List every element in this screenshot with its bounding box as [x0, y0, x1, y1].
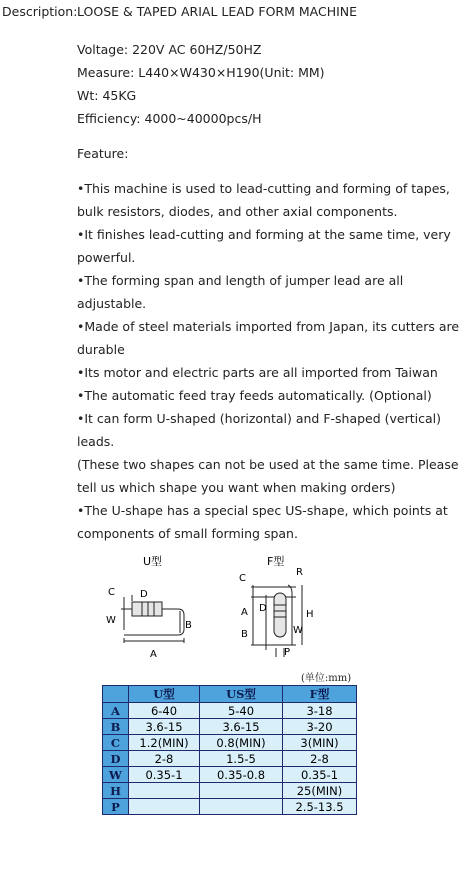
- cell-u: 1.2(MIN): [129, 735, 200, 751]
- row-label: W: [103, 767, 129, 783]
- table-row: [103, 767, 357, 783]
- description-label: Description:: [2, 4, 78, 19]
- cell-us: 5-40: [200, 703, 283, 719]
- table-row: [103, 735, 357, 751]
- cell-us: 0.8(MIN): [200, 735, 283, 751]
- u-label-a: A: [150, 649, 157, 660]
- cell-u: 6-40: [129, 703, 200, 719]
- feature-heading: Feature:: [77, 146, 129, 161]
- cell-us: [200, 799, 283, 815]
- row-label: P: [103, 799, 129, 815]
- cell-u: [129, 783, 200, 799]
- cell-us: 1.5-5: [200, 751, 283, 767]
- f-label-w: W: [293, 625, 303, 636]
- table-header-row: [103, 686, 357, 703]
- cell-f: 2-8: [283, 751, 357, 767]
- cell-f: 3-20: [283, 719, 357, 735]
- table-row: [103, 751, 357, 767]
- cell-us: [200, 783, 283, 799]
- row-label: H: [103, 783, 129, 799]
- cell-f: 3(MIN): [283, 735, 357, 751]
- u-label-d: D: [140, 589, 148, 600]
- spec-efficiency: Efficiency: 4000~40000pcs/H: [77, 111, 262, 126]
- feature-note: (These two shapes can not be used at the same time. Please tell us which shape you want when making orders): [77, 457, 459, 495]
- u-label-b: B: [185, 620, 192, 631]
- lead-form-diagram: [96, 545, 366, 680]
- u-label-w: W: [106, 615, 116, 626]
- cell-u: [129, 799, 200, 815]
- table-row: [103, 799, 357, 815]
- cell-us: 0.35-0.8: [200, 767, 283, 783]
- f-label-r: R: [296, 567, 303, 578]
- description-body: [77, 38, 461, 545]
- row-label: A: [103, 703, 129, 719]
- row-label: B: [103, 719, 129, 735]
- f-shape-title: F型: [267, 555, 285, 568]
- cell-f: 3-18: [283, 703, 357, 719]
- cell-us: 3.6-15: [200, 719, 283, 735]
- spec-measure: Measure: L440×W430×H190(Unit: MM): [77, 65, 325, 80]
- u-shape-title: U型: [143, 555, 163, 568]
- table-header-u: U型: [129, 686, 200, 703]
- u-label-c: C: [108, 587, 115, 598]
- feature-item: •This machine is used to lead-cutting and forming of tapes, bulk resistors, diodes, and other axial components.: [77, 181, 450, 219]
- feature-item: •The U-shape has a special spec US-shape, which points at components of small forming span.: [77, 503, 448, 541]
- feature-item: •Made of steel materials imported from Japan, its cutters are durable: [77, 319, 460, 357]
- feature-item: •The automatic feed tray feeds automatically. (Optional): [77, 388, 432, 403]
- spec-voltage: Voltage: 220V AC 60HZ/50HZ: [77, 42, 262, 57]
- f-label-h: H: [306, 609, 314, 620]
- table-row: [103, 703, 357, 719]
- table-row: [103, 719, 357, 735]
- spec-weight: Wt: 45KG: [77, 88, 137, 103]
- feature-item: •It can form U-shaped (horizontal) and F-shaped (vertical) leads.: [77, 411, 442, 449]
- u-shape-figure: [121, 595, 184, 643]
- f-label-a: A: [241, 607, 248, 618]
- cell-u: 2-8: [129, 751, 200, 767]
- table-header-f: F型: [283, 686, 357, 703]
- cell-u: 0.35-1: [129, 767, 200, 783]
- feature-item: •It finishes lead-cutting and forming at the same time, very powerful.: [77, 227, 451, 265]
- product-title: LOOSE & TAPED ARIAL LEAD FORM MACHINE: [77, 4, 358, 19]
- f-label-b: B: [241, 629, 248, 640]
- row-label: C: [103, 735, 129, 751]
- f-label-p: P: [284, 647, 291, 658]
- f-label-d: D: [259, 603, 267, 614]
- table-row: [103, 783, 357, 799]
- cell-f: 25(MIN): [283, 783, 357, 799]
- spec-table: [102, 685, 357, 815]
- table-header-us: US型: [200, 686, 283, 703]
- cell-f: 0.35-1: [283, 767, 357, 783]
- f-label-c: C: [239, 573, 246, 584]
- cell-f: 2.5-13.5: [283, 799, 357, 815]
- cell-u: 3.6-15: [129, 719, 200, 735]
- table-header-corner: [103, 686, 129, 703]
- unit-note: (单位:mm): [301, 673, 352, 684]
- f-shape-figure: [251, 585, 302, 657]
- row-label: D: [103, 751, 129, 767]
- feature-item: •Its motor and electric parts are all imported from Taiwan: [77, 365, 438, 380]
- feature-item: •The forming span and length of jumper lead are all adjustable.: [77, 273, 404, 311]
